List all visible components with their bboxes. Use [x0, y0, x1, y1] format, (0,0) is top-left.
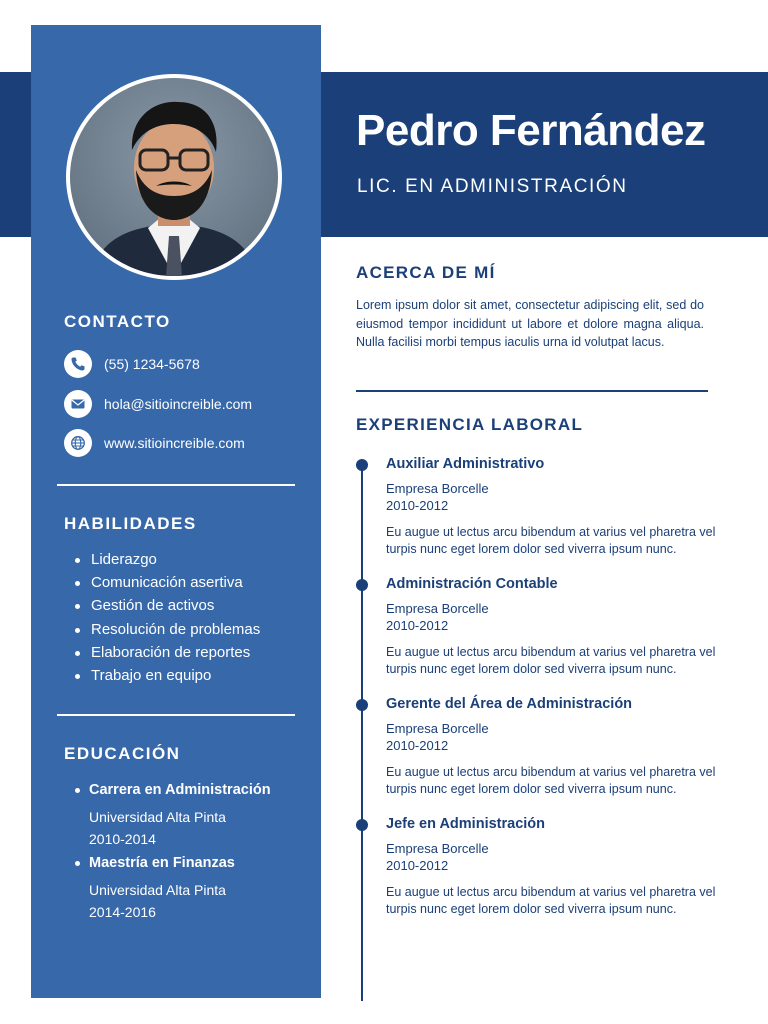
job-company: Empresa Borcelle [386, 601, 489, 616]
job-entry [386, 693, 716, 798]
contact-phone-text: (55) 1234-5678 [104, 356, 200, 372]
mail-icon [64, 390, 92, 418]
education-item [73, 853, 235, 923]
education-school: Universidad Alta Pinta [89, 809, 226, 825]
skills-list [73, 548, 260, 687]
contact-phone [64, 350, 200, 378]
timeline-dot [356, 579, 368, 591]
skill-item: Elaboración de reportes [73, 641, 260, 664]
education-school: Universidad Alta Pinta [89, 882, 226, 898]
phone-icon [64, 350, 92, 378]
job-description: Eu augue ut lectus arcu bibendum at varius vel pharetra vel turpis nunc eget lorem dolor sed viverra ipsum nunc. [386, 885, 716, 916]
job-title: Jefe en Administración [386, 816, 546, 832]
job-years: 2010-2012 [386, 858, 449, 873]
globe-icon [64, 429, 92, 457]
skill-item: Trabajo en equipo [73, 664, 260, 687]
skill-item: Comunicación asertiva [73, 571, 260, 594]
contact-website [64, 429, 245, 457]
timeline-dot [356, 819, 368, 831]
contact-website-text: www.sitioincreible.com [104, 435, 245, 451]
job-company: Empresa Borcelle [386, 481, 489, 496]
skills-heading: HABILIDADES [64, 514, 197, 533]
job-entry [386, 453, 716, 558]
contact-email [64, 390, 252, 418]
sidebar-divider [57, 484, 295, 486]
job-years: 2010-2012 [386, 618, 449, 633]
job-title: Auxiliar Administrativo [386, 456, 545, 472]
profile-photo [66, 74, 282, 280]
job-entry [386, 573, 716, 678]
person-portrait-icon [70, 78, 278, 276]
timeline-dot [356, 699, 368, 711]
education-years: 2010-2014 [89, 831, 156, 847]
education-item [73, 780, 271, 850]
job-description: Eu augue ut lectus arcu bibendum at varius vel pharetra vel turpis nunc eget lorem dolor sed viverra ipsum nunc. [386, 765, 716, 796]
job-years: 2010-2012 [386, 738, 449, 753]
skill-item: Resolución de problemas [73, 618, 260, 641]
education-degree: Maestría en Finanzas [73, 853, 235, 873]
job-description: Eu augue ut lectus arcu bibendum at varius vel pharetra vel turpis nunc eget lorem dolor sed viverra ipsum nunc. [386, 525, 716, 556]
experience-heading: EXPERIENCIA LABORAL [356, 415, 584, 434]
about-heading: ACERCA DE MÍ [356, 263, 496, 282]
job-title: Administración Contable [386, 576, 558, 592]
job-years: 2010-2012 [386, 498, 449, 513]
timeline-line [361, 463, 363, 1001]
job-entry [386, 813, 716, 918]
education-years: 2014-2016 [89, 904, 156, 920]
candidate-name: Pedro Fernández [356, 106, 706, 155]
main-divider [356, 390, 708, 392]
sidebar-divider [57, 714, 295, 716]
skill-item: Liderazgo [73, 548, 260, 571]
job-company: Empresa Borcelle [386, 841, 489, 856]
job-description: Eu augue ut lectus arcu bibendum at varius vel pharetra vel turpis nunc eget lorem dolor sed viverra ipsum nunc. [386, 645, 716, 676]
contact-email-text: hola@sitioincreible.com [104, 396, 253, 412]
skill-item: Gestión de activos [73, 594, 260, 617]
education-heading: EDUCACIÓN [64, 744, 181, 763]
education-degree: Carrera en Administración [73, 780, 271, 800]
job-title: Gerente del Área de Administración [386, 696, 633, 712]
candidate-role: LIC. EN ADMINISTRACIÓN [357, 176, 628, 197]
timeline-dot [356, 459, 368, 471]
job-company: Empresa Borcelle [386, 721, 489, 736]
about-text: Lorem ipsum dolor sit amet, consectetur adipiscing elit, sed do eiusmod tempor incididunt ut labore et dolore magna aliqua. Nulla facilisi morbi tempus iaculis urna id volutpat lacus. [356, 298, 704, 349]
contact-heading: CONTACTO [64, 312, 171, 331]
